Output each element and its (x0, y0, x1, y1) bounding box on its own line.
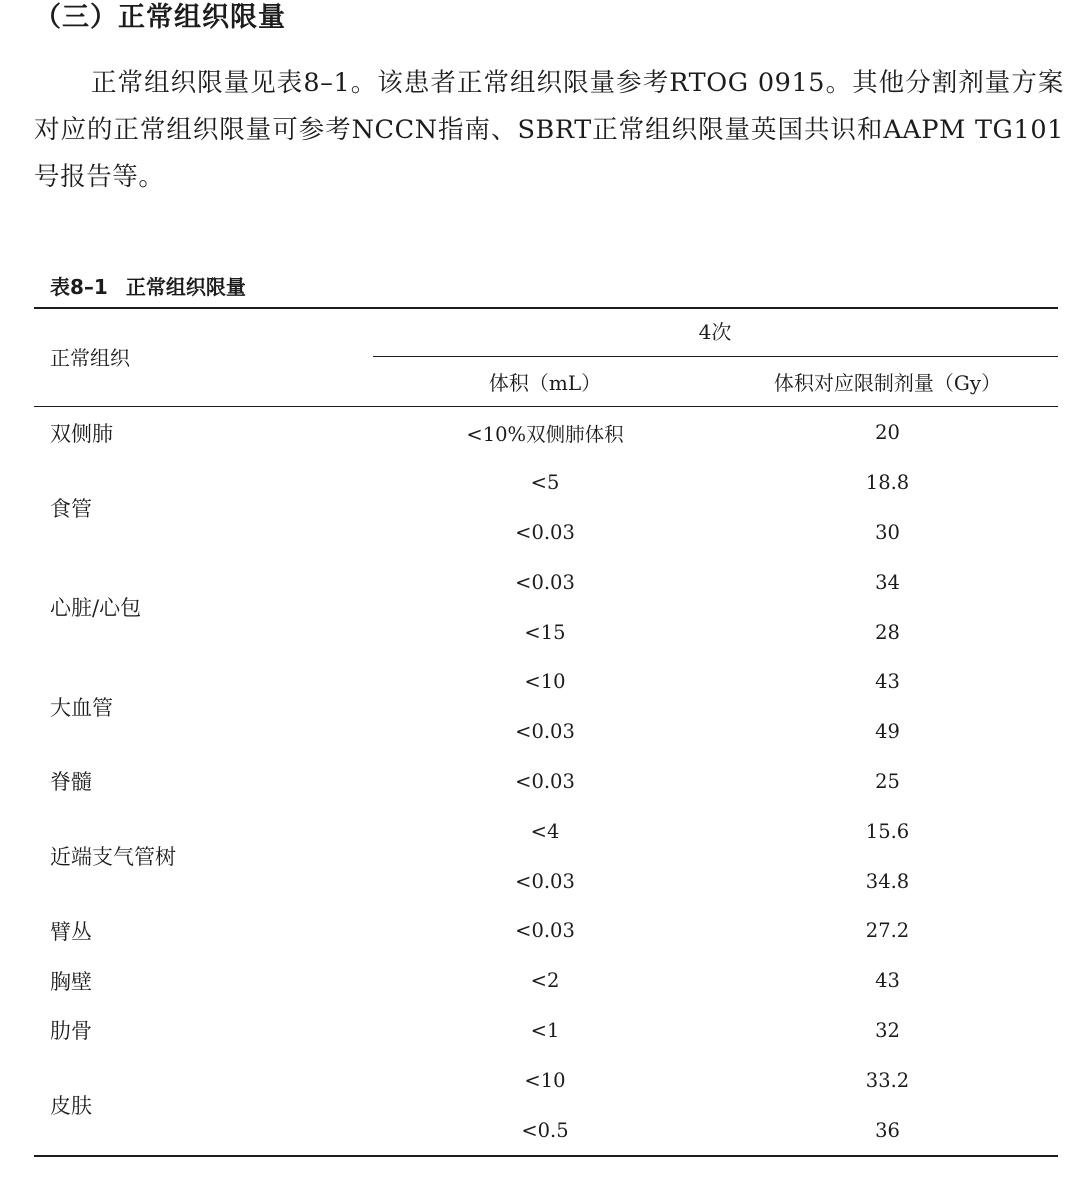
tissue-group (0, 1055, 1080, 1155)
dose-cell: 18.8 (865, 471, 910, 495)
volume-cell: <0.5 (521, 1118, 569, 1142)
tissue-name: 皮肤 (50, 1094, 92, 1119)
dose-cell: 15.6 (865, 819, 910, 843)
tissue-group (0, 806, 1080, 906)
table-row (0, 1105, 1080, 1155)
table-caption-title: 正常组织限量 (125, 275, 246, 299)
table-top-rule (34, 307, 1058, 309)
volume-cell: <0.03 (515, 869, 575, 893)
table-caption (50, 270, 246, 304)
table-row (0, 856, 1080, 906)
volume-cell: <10%双侧肺体积 (466, 422, 624, 446)
tissue-group (0, 757, 1080, 807)
tissue-name: 食管 (50, 496, 92, 521)
dose-cell: 28 (875, 620, 900, 644)
tissue-name: 臂丛 (50, 919, 92, 944)
tissue-name: 脊髓 (50, 770, 92, 795)
table-header-rule (34, 406, 1058, 407)
dose-cell: 34.8 (865, 869, 910, 893)
table-row (0, 408, 1080, 458)
dose-cell: 43 (875, 670, 900, 694)
dose-cell: 32 (875, 1018, 900, 1042)
table-row (0, 508, 1080, 558)
table-row (0, 557, 1080, 607)
tissue-name: 胸壁 (50, 969, 92, 994)
table-row (0, 806, 1080, 856)
volume-cell: <1 (530, 1018, 560, 1042)
dose-cell: 25 (875, 769, 900, 793)
volume-cell: <15 (524, 620, 566, 644)
dose-cell: 34 (875, 570, 900, 594)
tissue-group (0, 906, 1080, 956)
dose-cell: 49 (875, 720, 900, 744)
tissue-group (0, 408, 1080, 458)
tissue-name: 心脏/心包 (50, 596, 142, 621)
tissue-group (0, 956, 1080, 1006)
table-row (0, 657, 1080, 707)
tissue-name: 大血管 (50, 695, 113, 720)
tissue-group (0, 1006, 1080, 1056)
tissue-group (0, 557, 1080, 657)
volume-cell: <5 (530, 471, 560, 495)
dose-cell: 30 (875, 520, 900, 544)
dose-cell: 43 (875, 969, 900, 993)
table-caption-number: 表8–1 (50, 275, 108, 299)
dose-cell: 27.2 (865, 919, 910, 943)
volume-cell: <0.03 (515, 720, 575, 744)
tissue-name: 肋骨 (50, 1019, 92, 1044)
dose-cell: 33.2 (865, 1068, 910, 1092)
volume-cell: <10 (524, 670, 566, 694)
header-dose: 体积对应限制剂量（Gy） (773, 371, 1002, 395)
tissue-name: 近端支气管树 (50, 845, 176, 870)
tissue-name: 双侧肺 (50, 421, 113, 446)
table-row (0, 757, 1080, 807)
table-row (0, 956, 1080, 1006)
volume-cell: <0.03 (515, 769, 575, 793)
table-body (0, 408, 1080, 1155)
tissue-group (0, 458, 1080, 558)
volume-cell: <10 (524, 1068, 566, 1092)
header-tissue: 正常组织 (50, 346, 130, 370)
section-heading: （三）正常组织限量 (34, 2, 286, 33)
table-group-rule (373, 356, 1058, 357)
volume-cell: <2 (530, 969, 560, 993)
tissue-group (0, 657, 1080, 757)
table-row (0, 607, 1080, 657)
volume-cell: <4 (530, 819, 560, 843)
table-row (0, 1006, 1080, 1056)
table-row (0, 906, 1080, 956)
body-paragraph: 正常组织限量见表8–1。该患者正常组织限量参考RTOG 0915。其他分割剂量方案对应的正常组织限量可参考NCCN指南、SBRT正常组织限量英国共识和AAPM TG101号报告等。 (34, 68, 1064, 192)
header-volume: 体积（mL） (488, 371, 602, 395)
header-fraction-group: 4次 (698, 320, 732, 344)
dose-cell: 20 (875, 421, 900, 445)
table-row (0, 707, 1080, 757)
dose-cell: 36 (875, 1118, 900, 1142)
table-row (0, 1055, 1080, 1105)
volume-cell: <0.03 (515, 919, 575, 943)
table-bottom-rule (34, 1155, 1058, 1157)
volume-cell: <0.03 (515, 570, 575, 594)
volume-cell: <0.03 (515, 520, 575, 544)
table-row (0, 458, 1080, 508)
